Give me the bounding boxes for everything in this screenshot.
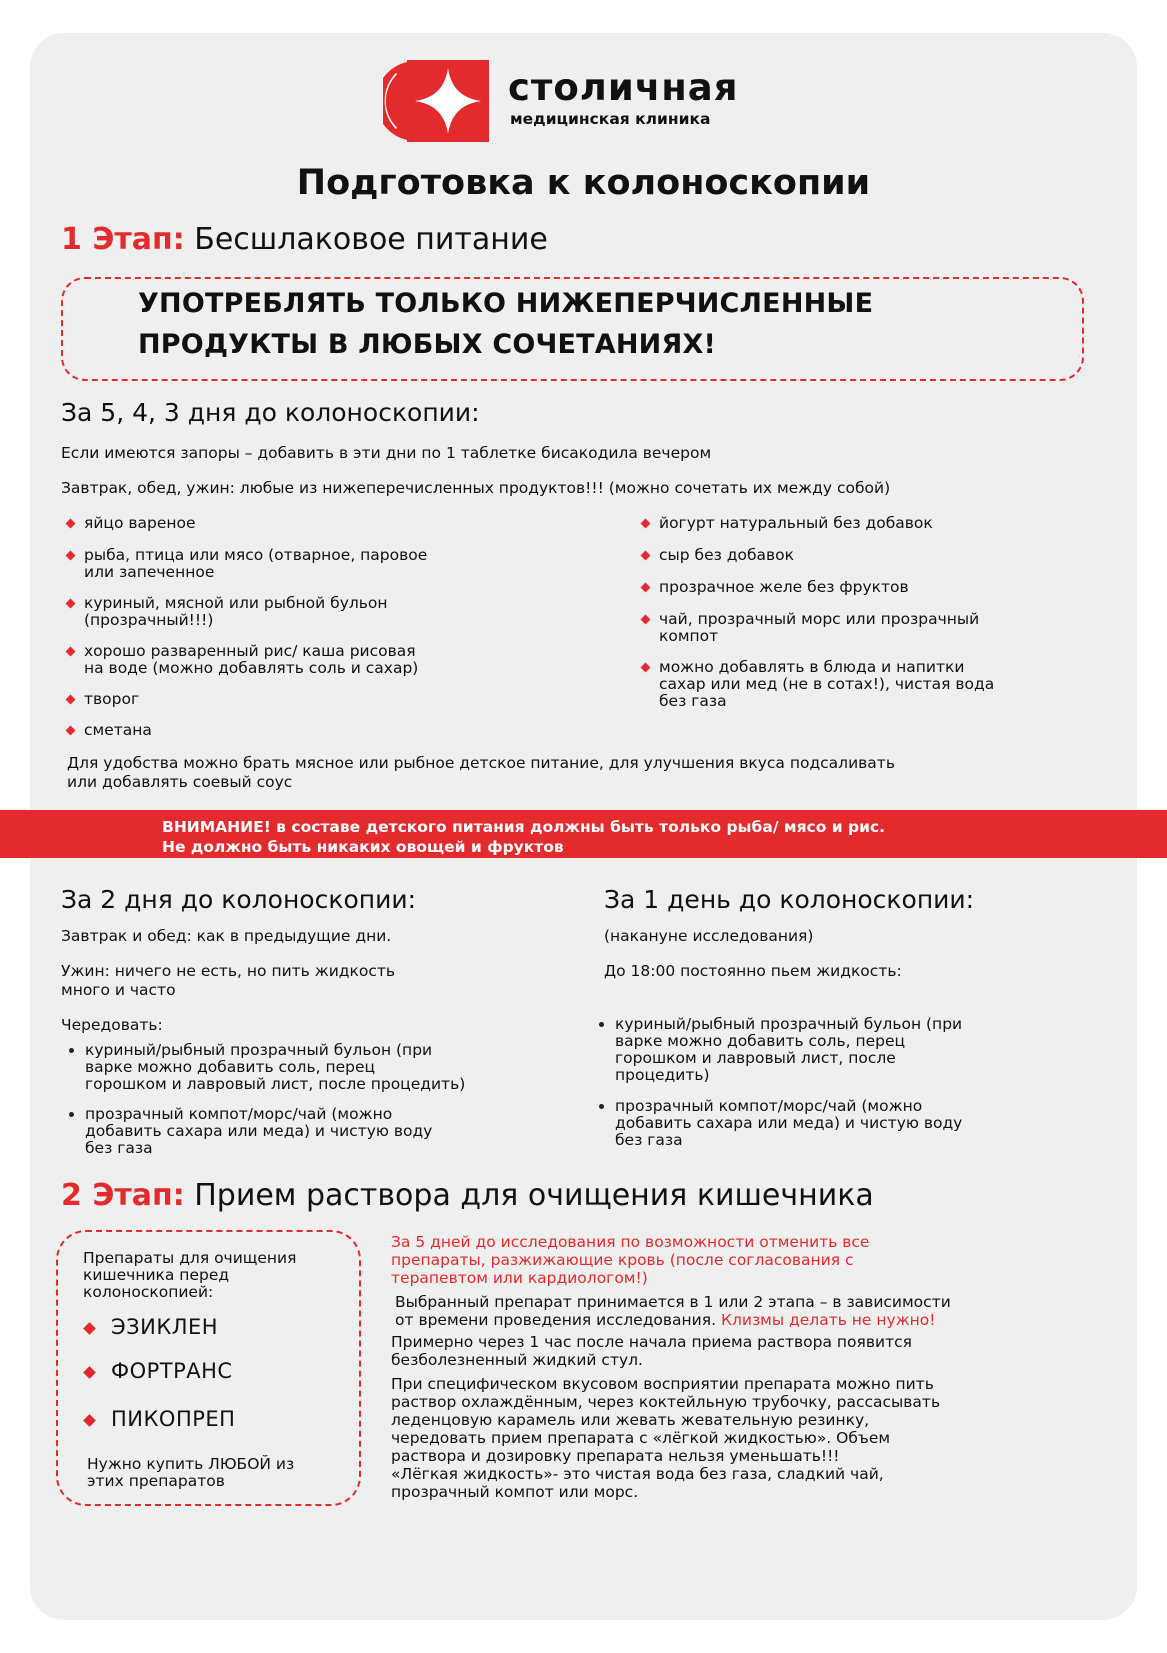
page-title: Подготовка к колоноскопии — [296, 163, 871, 203]
day2-list — [65, 1042, 565, 1157]
star-in-circle-logo-icon — [383, 60, 489, 142]
red-diamond-bullet-icon — [641, 583, 651, 593]
stage2-heading — [61, 1178, 874, 1213]
days543-right-list — [639, 515, 1109, 710]
day1-list — [595, 1016, 1115, 1149]
stage1-heading — [61, 222, 548, 257]
days543-line1: Если имеются запоры – добавить в эти дни по 1 таблетке бисакодила вечером — [61, 444, 712, 462]
warning-line: Не должно быть никаких овощей и фруктов — [162, 838, 564, 856]
drugs-box-footer: Нужно купить ЛЮБОЙ из этих препаратов — [87, 1455, 295, 1490]
bullet-dot-icon — [599, 1104, 604, 1109]
notice-line: УПОТРЕБЛЯТЬ ТОЛЬКО НИЖЕПЕРЧИСЛЕННЫЕ — [138, 288, 874, 319]
notice-line: ПРОДУКТЫ В ЛЮБЫХ СОЧЕТАНИЯХ! — [138, 329, 716, 360]
red-diamond-bullet-icon — [641, 663, 651, 673]
day1-line1: (накануне исследования) — [604, 927, 814, 945]
list-item: сметана — [64, 722, 544, 739]
list-item: рыба, птица или мясо (отварное, паровое или запеченное — [64, 547, 544, 581]
days543-note: Для удобства можно брать мясное или рыбное детское питание, для улучшения вкуса подсаливать или добавлять соевый соус — [67, 754, 895, 791]
brand-name: столичная — [508, 66, 739, 109]
list-item: чай, прозрачный морс или прозрачный компот — [639, 611, 1109, 645]
warning-banner — [0, 810, 1167, 858]
list-item: сыр без добавок — [639, 547, 1109, 564]
red-diamond-bullet-icon — [66, 647, 76, 657]
day1-line2: До 18:00 постоянно пьем жидкость: — [604, 962, 902, 980]
warning-line: ВНИМАНИЕ! в составе детского питания должны быть только рыба/ мясо и рис. — [162, 818, 886, 836]
red-diamond-bullet-icon — [66, 695, 76, 705]
list-item: можно добавлять в блюда и напитки сахар или мед (не в сотах!), чистая вода без газа — [639, 659, 1109, 710]
day1-heading: За 1 день до колоноскопии: — [604, 885, 975, 914]
days543-heading: За 5, 4, 3 дня до колоноскопии: — [61, 398, 480, 427]
list-item: прозрачный компот/морс/чай (можно добавить сахара или меда) и чистую воду без газа — [65, 1106, 565, 1157]
red-diamond-bullet-icon — [66, 551, 76, 561]
bullet-dot-icon — [599, 1022, 604, 1027]
stage2-number: 2 Этап: — [61, 1178, 185, 1213]
no-enema-note: Клизмы делать не нужно! — [720, 1311, 936, 1329]
stage2-para1: Выбранный препарат принимается в 1 или 2 этапа – в зависимости от времени проведения исследования. Клизмы делать не нужно! — [395, 1293, 951, 1329]
list-item: йогурт натуральный без добавок — [639, 515, 1109, 532]
stage1-name: Бесшлаковое питание — [194, 222, 548, 257]
list-item: куриный/рыбный прозрачный бульон (при варке можно добавить соль, перец горошком и лавровый лист, после процедить) — [65, 1042, 565, 1093]
list-item: прозрачный компот/морс/чай (можно добавить сахара или меда) и чистую воду без газа — [595, 1098, 1115, 1149]
drugs-box-title: Препараты для очищения кишечника перед колоноскопией: — [83, 1249, 297, 1301]
drug-item: ФОРТРАНС — [111, 1359, 233, 1383]
red-diamond-bullet-icon — [66, 599, 76, 609]
bullet-dot-icon — [69, 1048, 74, 1053]
bullet-dot-icon — [69, 1112, 74, 1117]
day2-alt-label: Чередовать: — [61, 1016, 163, 1034]
day2-line2: Ужин: ничего не есть, но пить жидкость много и часто — [61, 962, 396, 999]
stage2-name: Прием раствора для очищения кишечника — [194, 1178, 874, 1213]
list-item: творог — [64, 691, 544, 708]
list-item: яйцо вареное — [64, 515, 544, 532]
days543-line2: Завтрак, обед, ужин: любые из нижеперечисленных продуктов!!! (можно сочетать их между собой) — [61, 479, 891, 497]
stage2-red-note: За 5 дней до исследования по возможности отменить все препараты, разжижающие кровь (после согласования с терапевтом или кардиологом!) — [391, 1233, 870, 1287]
brand-subtitle: медицинская клиника — [510, 110, 711, 128]
day2-line1: Завтрак и обед: как в предыдущие дни. — [61, 927, 392, 945]
list-item: куриный, мясной или рыбной бульон (прозрачный!!!) — [64, 595, 544, 629]
red-diamond-bullet-icon — [66, 519, 76, 529]
red-diamond-bullet-icon — [66, 726, 76, 736]
days543-left-list — [64, 515, 544, 739]
day2-heading: За 2 дня до колоноскопии: — [61, 885, 417, 914]
red-diamond-bullet-icon — [641, 519, 651, 529]
stage2-para2: Примерно через 1 час после начала приема раствора появится безболезненный жидкий стул. — [391, 1333, 912, 1369]
list-item: хорошо разваренный рис/ каша рисовая на воде (можно добавлять соль и сахар) — [64, 643, 544, 677]
drug-item: ЭЗИКЛЕН — [111, 1315, 218, 1339]
list-item: куриный/рыбный прозрачный бульон (при варке можно добавить соль, перец горошком и лавровый лист, после процедить) — [595, 1016, 1115, 1084]
list-item: прозрачное желе без фруктов — [639, 579, 1109, 596]
drug-item: ПИКОПРЕП — [111, 1407, 235, 1431]
stage2-para3: При специфическом вкусовом восприятии препарата можно пить раствор охлаждённым, через коктейльную трубочку, рассасывать леденцовую карамель или жевать жевательную резинку, чередовать прием препарата с «лёгкой жидкостью». Объем раствора и дозировку препарата нельзя уменьшать!!! «Лёгкая жидкость»- это чистая вода без газа, сладкий чай, прозрачный компот или морс. — [391, 1375, 941, 1501]
red-diamond-bullet-icon — [641, 551, 651, 561]
red-diamond-bullet-icon — [641, 615, 651, 625]
stage1-number: 1 Этап: — [61, 222, 185, 257]
